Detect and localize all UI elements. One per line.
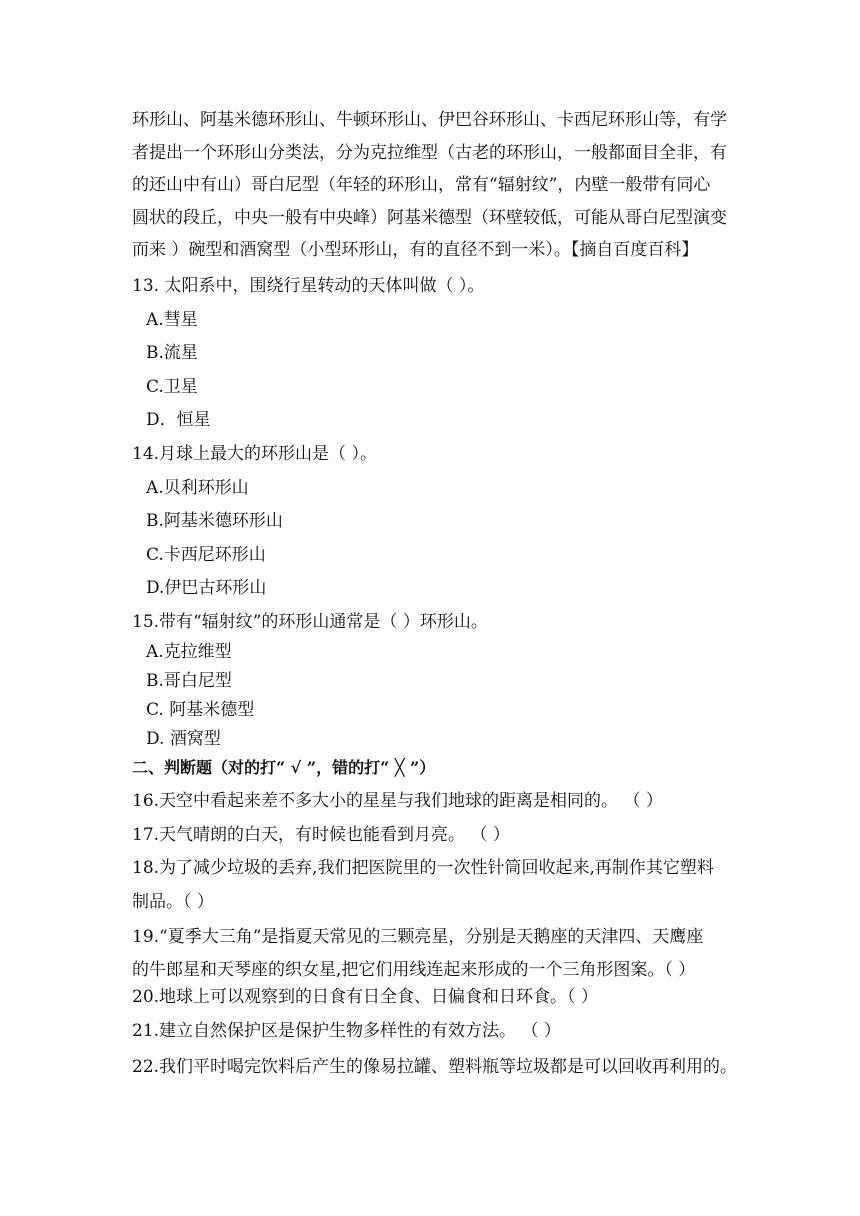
intro-line: 的还山中有山）哥白尼型（年轻的环形山，常有“辐射纹”，内壁一般带有同心 (132, 175, 711, 195)
question-16: 16.天空中看起来差不多大小的星星与我们地球的距离是相同的。 （ ） (132, 791, 663, 811)
question-14-option-a: A.贝利环形山 (146, 478, 249, 498)
intro-line: 环形山、阿基米德环形山、牛顿环形山、伊巴谷环形山、卡西尼环形山等，有学 (132, 110, 727, 130)
question-13-option-a: A.彗星 (146, 310, 198, 330)
question-22: 22.我们平时喝完饮料后产生的像易拉罐、塑料瓶等垃圾都是可以回收再利用的。 (132, 1057, 738, 1077)
question-19-line-1: 19.“夏季大三角”是指夏天常见的三颗亮星，分别是天鹅座的天津四、天鹰座 (132, 927, 704, 947)
question-13-option-b: B.流星 (146, 343, 198, 363)
question-14-stem: 14.月球上最大的环形山是（ ）。 (132, 444, 377, 464)
question-14-option-c: C.卡西尼环形山 (146, 545, 266, 565)
question-15-stem: 15.带有“辐射纹”的环形山通常是（ ）环形山。 (132, 612, 488, 632)
question-15-option-a: A.克拉维型 (146, 642, 232, 662)
question-21: 21.建立自然保护区是保护生物多样性的有效方法。 （ ） (132, 1021, 561, 1041)
intro-line: 者提出一个环形山分类法，分为克拉维型（古老的环形山，一般都面目全非，有 (132, 142, 727, 163)
question-13-stem: 13. 太阳系中，围绕行星转动的天体叫做（ ）。 (132, 276, 485, 296)
section-2-heading: 二、判断题（对的打“ √ ”，错的打“ ╳ ”） (132, 758, 436, 777)
question-14-option-d: D.伊巴古环形山 (146, 578, 267, 598)
question-15-option-c: C. 阿基米德型 (146, 700, 255, 720)
question-14-option-b: B.阿基米德环形山 (146, 511, 283, 531)
question-18-line-1: 18.为了减少垃圾的丢弃,我们把医院里的一次性针筒回收起来,再制作其它塑料 (132, 858, 714, 878)
question-18-line-2: 制品。（ ） (132, 892, 214, 912)
question-13-option-c: C.卫星 (146, 377, 198, 397)
question-15-option-b: B.哥白尼型 (146, 671, 232, 691)
intro-line: 而来 ）碗型和酒窝型（小型环形山，有的直径不到一米）。【摘自百度百科】 (132, 240, 699, 260)
question-19-line-2: 的牛郎星和天琴座的织女星,把它们用线连起来形成的一个三角形图案。（ ） (132, 960, 696, 980)
intro-line: 圆状的段丘，中央一般有中央峰）阿基米德型（环壁较低，可能从哥白尼型演变 (132, 207, 727, 228)
question-13-option-d: D．恒星 (146, 410, 211, 430)
intro-paragraph (132, 104, 732, 267)
question-20: 20.地球上可以观察到的日食有日全食、日偏食和日环食。（ ） (132, 987, 598, 1007)
question-17: 17.天气晴朗的白天，有时候也能看到月亮。 （ ） (132, 825, 510, 845)
question-15-option-d: D. 酒窝型 (146, 729, 221, 749)
